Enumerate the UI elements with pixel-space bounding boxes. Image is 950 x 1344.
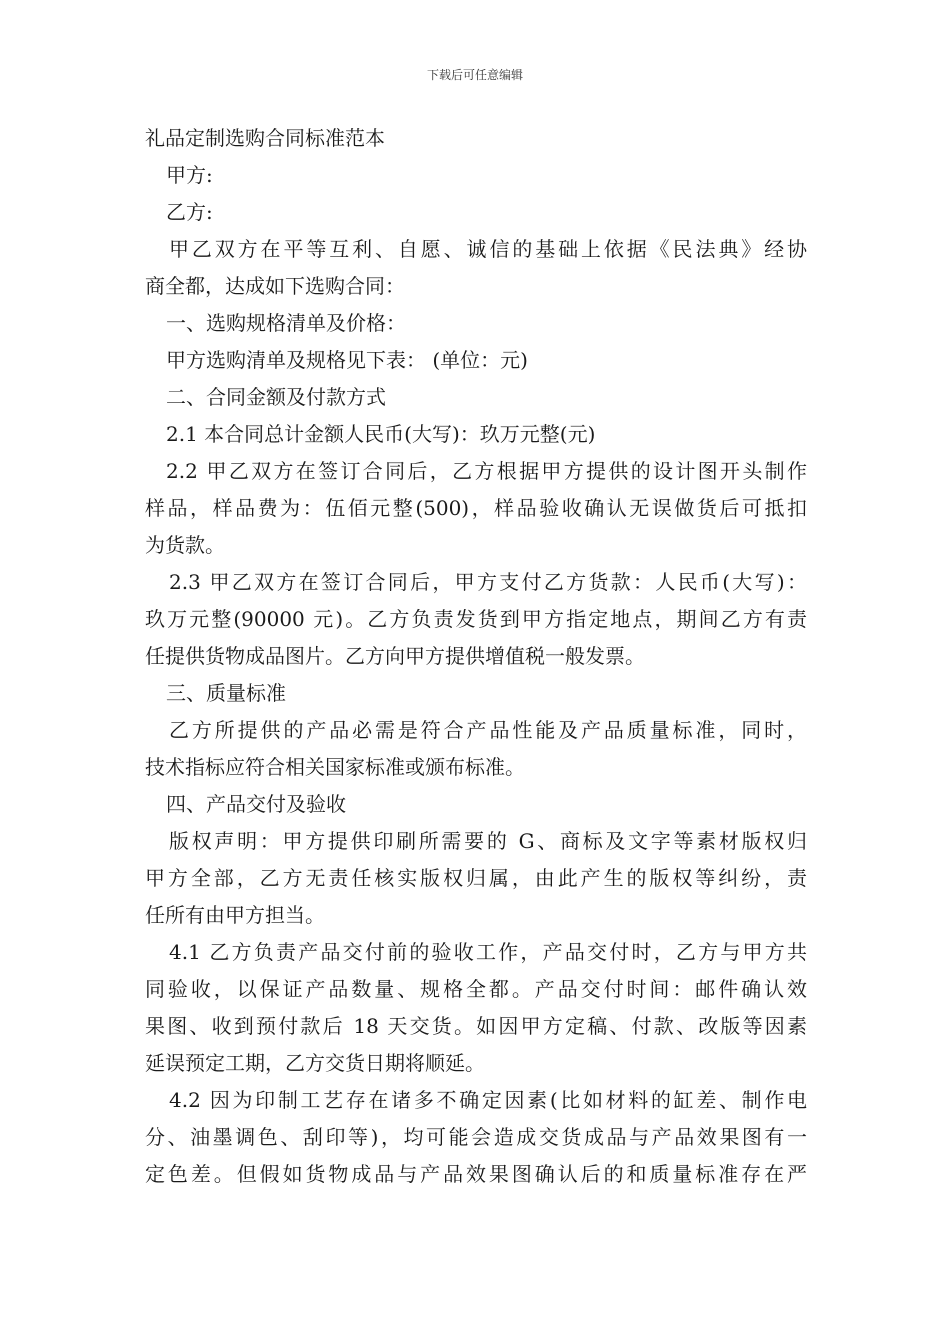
document-line: 延误预定工期，乙方交货日期将顺延。: [145, 1051, 485, 1075]
document-line: 甲乙双方在平等互利、自愿、诚信的基础上依据《民法典》经协: [169, 237, 807, 261]
document-title: 礼品定制选购合同标准范本: [145, 126, 385, 150]
document-line: 技术指标应符合相关国家标准或颁布标准。: [145, 755, 525, 779]
document-line: 任所有由甲方担当。: [145, 903, 325, 927]
document-line: 甲方:: [166, 163, 213, 187]
document-line: 2.1 本合同总计金额人民币(大写)：玖万元整(元): [166, 422, 596, 446]
document-body: [145, 120, 807, 1193]
document-line: 果图、收到预付款后 18 天交货。如因甲方定稿、付款、改版等因素: [145, 1014, 807, 1038]
document-line: 样品，样品费为：伍佰元整(500)，样品验收确认无误做货后可抵扣: [145, 496, 807, 520]
document-line: 2.3 甲乙双方在签订合同后，甲方支付乙方货款：人民币(大写)：: [169, 570, 807, 594]
document-line: 4.1 乙方负责产品交付前的验收工作，产品交付时，乙方与甲方共: [169, 940, 807, 964]
document-line: 版权声明：甲方提供印刷所需要的 G、商标及文字等素材版权归: [169, 829, 807, 853]
document-line: 二、合同金额及付款方式: [166, 385, 386, 409]
document-line: 玖万元整(90000 元)。乙方负责发货到甲方指定地点，期间乙方有责: [145, 607, 807, 631]
document-line: 4.2 因为印制工艺存在诸多不确定因素(比如材料的缸差、制作电: [169, 1088, 807, 1112]
document-line: 商全都，达成如下选购合同：: [145, 274, 405, 298]
document-line: 乙方所提供的产品必需是符合产品性能及产品质量标准，同时，: [169, 718, 807, 742]
document-line: 四、产品交付及验收: [166, 792, 346, 816]
document-line: 甲方选购清单及规格见下表： (单位：元): [166, 348, 528, 372]
document-line: 任提供货物成品图片。乙方向甲方提供增值税一般发票。: [145, 644, 645, 668]
document-line: 同验收，以保证产品数量、规格全都。产品交付时间：邮件确认效: [145, 977, 807, 1001]
document-line: 乙方:: [166, 200, 213, 224]
document-line: 定色差。但假如货物成品与产品效果图确认后的和质量标准存在严: [145, 1162, 807, 1186]
document-line: 为货款。: [145, 533, 225, 557]
document-line: 2.2 甲乙双方在签订合同后，乙方根据甲方提供的设计图开头制作: [166, 459, 807, 483]
page-header: 下载后可任意编辑: [426, 68, 523, 82]
document-line: 甲方全部，乙方无责任核实版权归属，由此产生的版权等纠纷，责: [145, 866, 807, 890]
document-line: 分、油墨调色、刮印等)，均可能会造成交货成品与产品效果图有一: [145, 1125, 807, 1149]
document-line: 三、质量标准: [166, 681, 286, 705]
document-line: 一、选购规格清单及价格：: [166, 311, 406, 335]
